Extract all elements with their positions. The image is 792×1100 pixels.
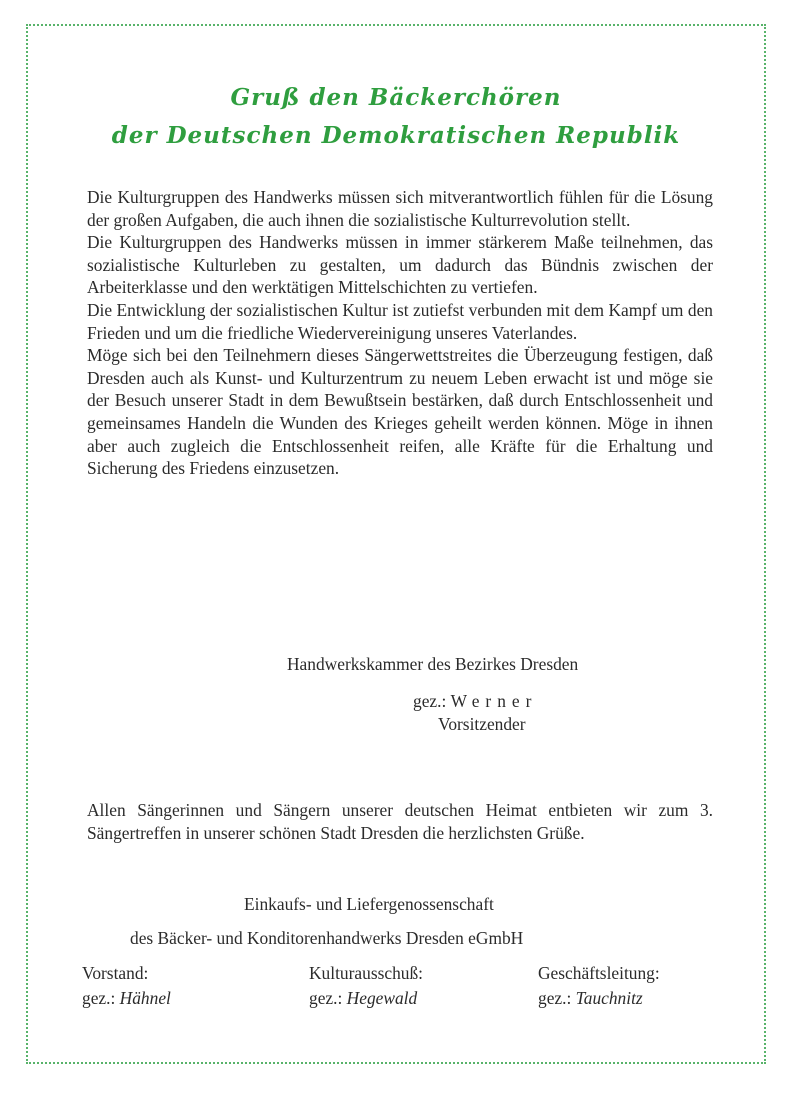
- signatory-name: Werner: [450, 691, 538, 711]
- main-text: [87, 186, 713, 480]
- cooperative-name-line-1: Einkaufs- und Liefergenossenschaft: [244, 894, 494, 914]
- paragraph: Die Kulturgruppen des Handwerks müssen sich mitverantwortlich fühlen für die Lösung der großen Aufgaben, die auch ihnen die sozialistische Kulturrevolution stellt.: [87, 187, 713, 230]
- heading-line-1: Gruß den Bäckerchören: [230, 84, 562, 111]
- signatory-title: Vorsitzender: [438, 714, 526, 734]
- gez-prefix: gez.:: [82, 988, 116, 1008]
- signature-gez-line: [82, 986, 171, 1011]
- signature-organization: Handwerkskammer des Bezirkes Dresden: [287, 654, 579, 674]
- signature-role: Kulturausschuß:: [309, 963, 423, 983]
- signatory-name: Tauchnitz: [575, 988, 643, 1008]
- gez-prefix: gez.:: [309, 988, 343, 1008]
- signature-gez-line: [538, 986, 660, 1011]
- signature-column-geschaeftsleitung: [538, 961, 660, 1011]
- signature-role: Vorstand:: [82, 963, 149, 983]
- paragraph: Die Kulturgruppen des Handwerks müssen in immer stärkerem Maße teilnehmen, das sozialistische Kulturleben zu gestalten, um dadurch das Bündnis zwischen der Arbeiterklasse und den werktätigen Mittelschichten zu vertiefen.: [87, 232, 713, 298]
- signatory-name: Hähnel: [119, 988, 171, 1008]
- signature-column-vorstand: [82, 961, 171, 1011]
- signatory-name: Hegewald: [346, 988, 418, 1008]
- paragraph: Allen Sängerinnen und Sängern unserer deutschen Heimat entbieten wir zum 3. Sängertreffen in unserer schönen Stadt Dresden die herzlichsten Grüße.: [87, 800, 713, 843]
- signature-gez-line: [309, 986, 423, 1011]
- cooperative-name-line-2: des Bäcker- und Konditorenhandwerks Dresden eGmbH: [130, 928, 524, 948]
- greeting-text: [87, 799, 713, 844]
- signature-role: Geschäftsleitung:: [538, 963, 660, 983]
- signature-column-kulturausschuss: [309, 961, 423, 1011]
- paragraph: Die Entwicklung der sozialistischen Kultur ist zutiefst verbunden mit dem Kampf um den Frieden und um die friedliche Wiedervereinigung unseres Vaterlandes.: [87, 299, 713, 343]
- gez-prefix: gez.:: [538, 988, 572, 1008]
- heading-line-2: der Deutschen Demokratischen Republik: [111, 122, 681, 149]
- gez-prefix: gez.:: [413, 691, 447, 711]
- paragraph: Möge sich bei den Teilnehmern dieses Sängerwettstreites die Überzeugung festigen, daß Dresden auch als Kunst- und Kulturzentrum zu neuem Leben erwacht ist und möge sie der Besuch unserer Stadt in dem Bewußtsein bestärken, daß durch Entschlossenheit und gemeinsames Handeln die Wunden des Krieges geheilt werden können. Möge in ihnen aber auch zugleich die Entschlossenheit reifen, alle Kräfte für die Erhaltung und Sicherung des Friedens einzusetzen.: [87, 345, 713, 479]
- signature-gez-line: [413, 690, 537, 712]
